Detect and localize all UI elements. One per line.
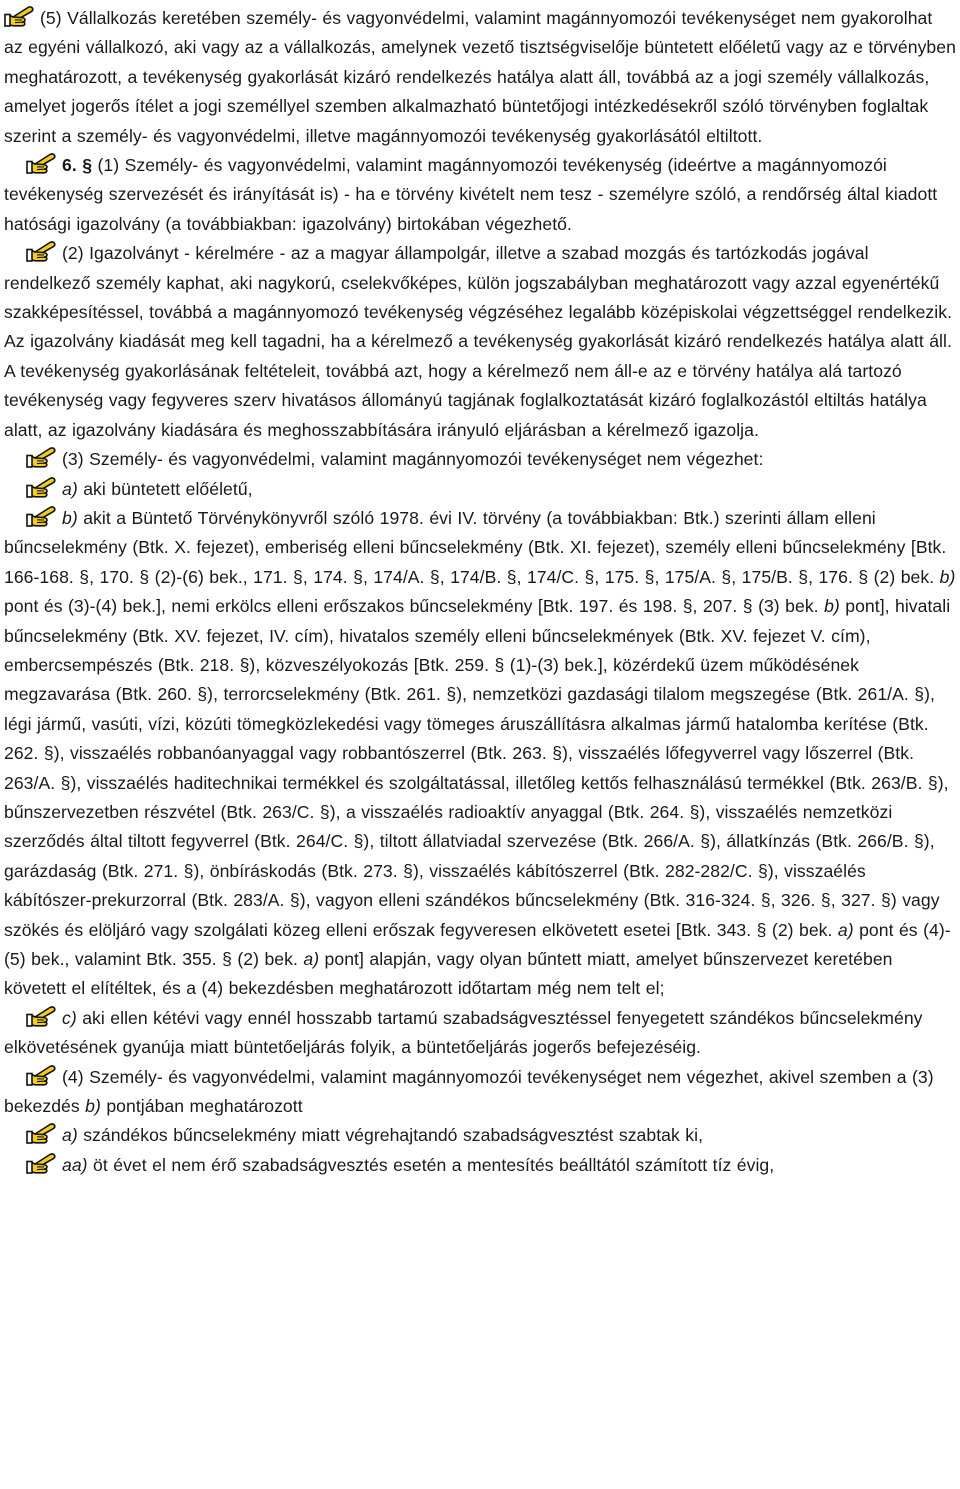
section-6-paragraph-4-point-aa xyxy=(4,1151,956,1180)
pointing-hand-icon[interactable] xyxy=(26,152,60,174)
pointing-hand-icon[interactable] xyxy=(26,1005,60,1027)
section-number: 6. § xyxy=(62,155,93,176)
section-6-paragraph-3-point-b xyxy=(4,504,956,1004)
document-page xyxy=(4,4,956,1180)
paragraph-text: akit a Büntető Törvénykönyvről szóló 1978. évi IV. törvény (a továbbiakban: Btk.) szerinti állam elleni bűncselekmény (Btk. X. fejezet), emberiség elleni bűncselekmény (Btk. XI. fejezet), személy elleni bűncselekmény [Btk. 166-168. §, 170. § (2)-(6) bek., 171. §, 174. §, 174/A. §, 174/B. §, 174/C. §, 175. §, 175/A. §, 175/B. §, 176. § (2) bek. xyxy=(4,507,947,587)
paragraph-text: pontjában meghatározott xyxy=(100,1096,303,1117)
pointing-hand-icon[interactable] xyxy=(26,1152,60,1174)
point-label: a) xyxy=(62,478,78,499)
paragraph-text: (3) Személy- és vagyonvédelmi, valamint magánnyomozói tevékenységet nem végezhet: xyxy=(62,449,764,470)
pointing-hand-icon[interactable] xyxy=(26,476,60,498)
paragraph-text: (5) Vállalkozás keretében személy- és vagyonvédelmi, valamint magánnyomozói tevékenységet nem gyakorolhat az egyéni vállalkozó, aki vagy az a vállalkozás, amelynek vezető tisztségviselője büntetett előéletű vagy az e törvényben meghatározott, a tevékenység gyakorlását kizáró rendelkezés hatálya alatt áll, továbbá az a jogi személy vállalkozás, amelyet jogerős ítélet a jogi személlyel szemben alkalmazható büntetőjogi intézkedésekről szóló törvényben foglaltak szerint a személy- és vagyonvédelmi, illetve magánnyomozói tevékenység gyakorlásától eltiltott. xyxy=(4,8,956,146)
paragraph-5 xyxy=(4,4,956,151)
section-6-paragraph-4-point-a xyxy=(4,1121,956,1150)
point-reference: b) xyxy=(824,596,840,617)
point-label: aa) xyxy=(62,1154,88,1175)
point-reference: b) xyxy=(85,1096,101,1117)
point-label: b) xyxy=(62,507,78,528)
point-reference: a) xyxy=(837,919,854,940)
paragraph-text: (2) Igazolványt - kérelmére - az a magyar állampolgár, illetve a szabad mozgás és tartózkodás jogával rendelkező személy kaphat, aki nagykorú, cselekvőképes, külön jogszabályban meghatározott vagy azzal egyenértékű szakképesítéssel, továbbá a magánnyomozó tevékenység végzéséhez legalább középiskolai végzettséggel rendelkezik. Az igazolvány kiadását meg kell tagadni, ha a kérelmező a tevékenység gyakorlását kizáró rendelkezés hatálya alatt áll. A tevékenység gyakorlásának feltételeit, továbbá azt, hogy a kérelmező nem áll-e az e törvény hatálya alá tartozó tevékenység vagy fegyveres szerv hivatásos állományú tagjának foglalkoztatását kizáró foglalkozástól eltiltás hatálya alatt, az igazolvány kiadására és meghosszabbítására irányuló eljárásban a kérelmező igazolja. xyxy=(4,243,953,440)
paragraph-text: aki ellen kétévi vagy ennél hosszabb tartamú szabadságvesztéssel fenyegetett szándékos bűncselekmény elkövetésének gyanúja miatt büntetőeljárás folyik, a büntetőeljárás jogerős befejezéséig. xyxy=(4,1007,923,1058)
point-label: a) xyxy=(62,1125,78,1146)
section-6-paragraph-3 xyxy=(4,445,956,474)
paragraph-text: pont], hivatali bűncselekmény (Btk. XV. fejezet, IV. cím), hivatalos személy elleni bűncselekmények (Btk. XV. fejezet V. cím), embercsempészés (Btk. 218. §), közveszélyokozás [Btk. 259. § (1)-(3) bek.], közérdekű üzem működésének megzavarása (Btk. 260. §), terrorcselekmény (Btk. 261. §), nemzetközi gazdasági tilalom megszegése (Btk. 261/A. §), légi jármű, vasúti, vízi, közúti tömegközlekedési vagy tömeges áruszállításra alkalmas jármű hatalomba kerítése (Btk. 262. §), visszaélés robbanóanyaggal vagy robbantószerrel (Btk. 263. §), visszaélés lőfegyverrel vagy lőszerrel (Btk. 263/A. §), visszaélés haditechnikai termékkel és szolgáltatással, illetőleg kettős felhasználású termékkel (Btk. 263/B. §), bűnszervezetben részvétel (Btk. 263/C. §), a visszaélés radioaktív anyaggal (Btk. 264. §), visszaélés nemzetközi szerződés által tiltott fegyverrel (Btk. 264/C. §), tiltott állatviadal szervezése (Btk. 266/A. §), állatkínzás (Btk. 266/B. §), garázdaság (Btk. 271. §), önbíráskodás (Btk. 273. §), visszaélés kábítószerrel (Btk. 282-282/C. §), visszaélés kábítószer-prekurzorral (Btk. 283/A. §), vagyon elleni szándékos bűncselekmény (Btk. 316-324. §, 326. §, 327. §) vagy szökés és elöljáró vagy szolgálati közeg elleni erőszak fegyveresen elkövetett esetei [Btk. 343. § (2) bek. xyxy=(4,596,951,940)
point-label: c) xyxy=(62,1007,77,1028)
section-6-paragraph-3-point-a xyxy=(4,475,956,504)
section-6-paragraph-3-point-c xyxy=(4,1004,956,1063)
point-reference: b) xyxy=(939,566,956,587)
paragraph-text: öt évet el nem érő szabadságvesztés esetén a mentesítés beálltától számított tíz évig, xyxy=(87,1154,775,1175)
pointing-hand-icon[interactable] xyxy=(26,1122,60,1144)
pointing-hand-icon[interactable] xyxy=(26,505,60,527)
paragraph-text: pont és (3)-(4) bek.], nemi erkölcs elleni erőszakos bűncselekmény [Btk. 197. és 198. §, 207. § (3) bek. xyxy=(4,596,825,617)
paragraph-text: (1) Személy- és vagyonvédelmi, valamint magánnyomozói tevékenység (ideértve a magánnyomozói tevékenység szervezését és irányítását is) - ha e törvény kivételt nem tesz - személyre szóló, a rendőrség által kiadott hatósági igazolvány (a továbbiakban: igazolvány) birtokában végezhető. xyxy=(4,155,938,234)
section-6-paragraph-2 xyxy=(4,239,956,445)
paragraph-text: szándékos bűncselekmény miatt végrehajtandó szabadságvesztést szabtak ki, xyxy=(77,1125,704,1146)
section-6-paragraph-1 xyxy=(4,151,956,239)
pointing-hand-icon[interactable] xyxy=(26,1064,60,1086)
point-reference: a) xyxy=(303,949,320,969)
pointing-hand-icon[interactable] xyxy=(26,240,60,262)
paragraph-text: pont és (4)-(5) bek., valamint Btk. 355. § (2) bek. xyxy=(4,919,951,969)
paragraph-text: pont] alapján, vagy olyan bűntett miatt, amelyet bűnszervezet keretében követett el elítéltek, és a (4) bekezdésben meghatározott időtartam még nem telt el; xyxy=(4,949,893,999)
pointing-hand-icon[interactable] xyxy=(4,5,38,27)
pointing-hand-icon[interactable] xyxy=(26,446,60,468)
section-6-paragraph-4 xyxy=(4,1063,956,1122)
paragraph-text: aki büntetett előéletű, xyxy=(77,478,253,499)
paragraph-text: (4) Személy- és vagyonvédelmi, valamint magánnyomozói tevékenységet nem végezhet, akivel szemben a (3) bekezdés xyxy=(4,1066,934,1117)
